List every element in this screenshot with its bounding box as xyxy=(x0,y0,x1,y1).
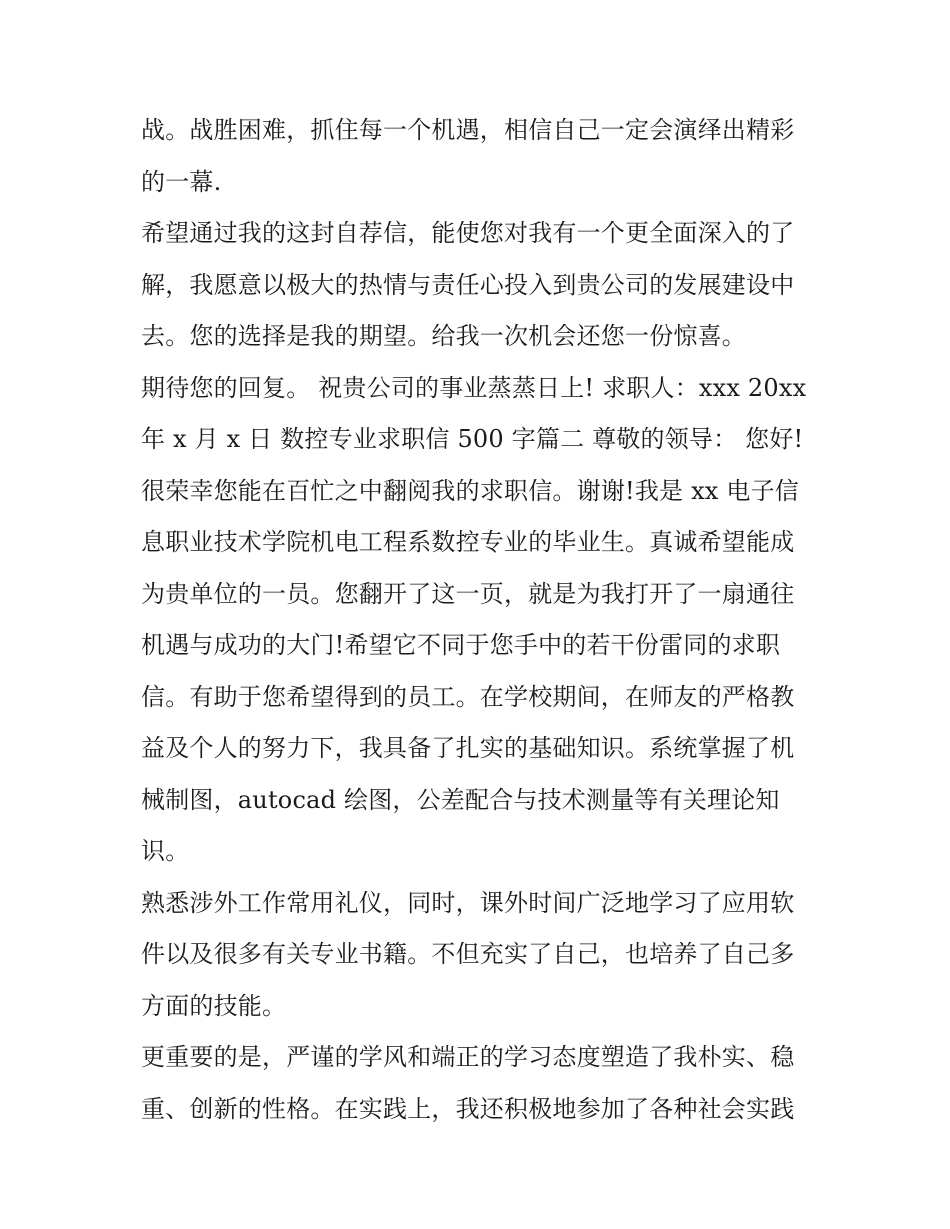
text-line: 件以及很多有关专业书籍。不但充实了自己，也培养了自己多 xyxy=(141,940,795,968)
text-line: 年 x 月 x 日 数控专业求职信 500 字篇二 尊敬的领导： 您好! xyxy=(141,425,804,453)
document-body xyxy=(141,105,821,1135)
text-line: 为贵单位的一员。您翻开了这一页，就是为我打开了一扇通往 xyxy=(141,579,795,608)
text-line: 益及个人的努力下，我具备了扎实的基础知识。系统掌握了机 xyxy=(141,734,795,762)
text-line: 战。战胜困难，抓住每一个机遇，相信自己一定会演绎出精彩 xyxy=(141,116,795,144)
text-line: 方面的技能。 xyxy=(141,991,287,1020)
text-line: 很荣幸您能在百忙之中翻阅我的求职信。谢谢!我是 xx 电子信 xyxy=(141,476,799,505)
text-line: 的一幕. xyxy=(141,167,222,196)
text-line: 信。有助于您希望得到的员工。在学校期间，在师友的严格教 xyxy=(141,682,795,711)
text-line: 解，我愿意以极大的热情与责任心投入到贵公司的发展建设中 xyxy=(141,270,795,299)
text-line: 更重要的是，严谨的学风和端正的学习态度塑造了我朴实、稳 xyxy=(141,1043,795,1071)
text-line: 机遇与成功的大门!希望它不同于您手中的若干份雷同的求职 xyxy=(141,631,781,659)
text-line: 械制图，autocad 绘图，公差配合与技术测量等有关理论知 xyxy=(141,785,780,814)
text-line: 重、创新的性格。在实践上，我还积极地参加了各种社会实践 xyxy=(141,1094,795,1123)
text-line: 熟悉涉外工作常用礼仪，同时，课外时间广泛地学习了应用软 xyxy=(141,888,795,917)
text-line: 希望通过我的这封自荐信，能使您对我有一个更全面深入的了 xyxy=(141,219,795,247)
text-line: 去。您的选择是我的期望。给我一次机会还您一份惊喜。 xyxy=(141,322,746,350)
text-line: 识。 xyxy=(141,837,190,865)
text-line: 息职业技术学院机电工程系数控专业的毕业生。真诚希望能成 xyxy=(141,528,795,556)
text-line: 期待您的回复。 祝贵公司的事业蒸蒸日上! 求职人：xxx 20xx xyxy=(141,373,807,402)
